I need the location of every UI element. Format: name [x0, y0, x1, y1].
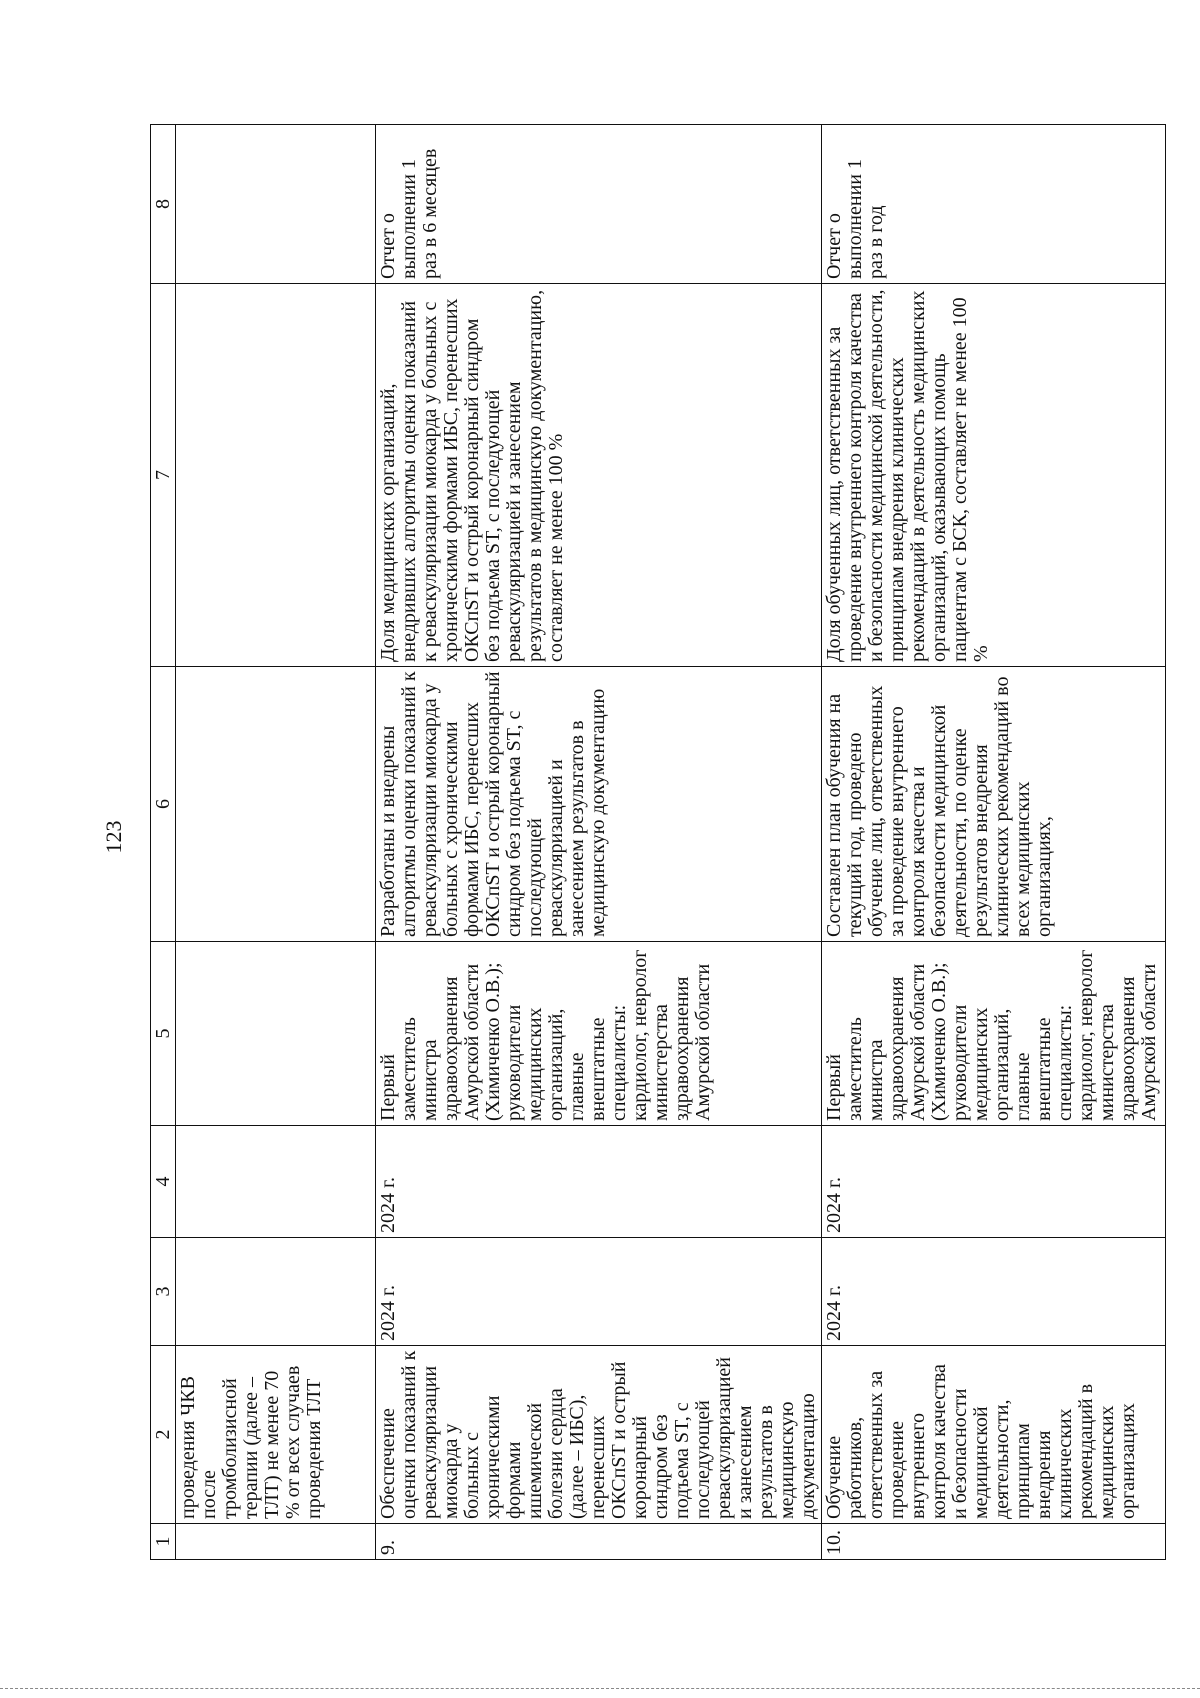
start-date-cell: 2024 г.	[376, 1238, 822, 1346]
row-number: 10.	[822, 1524, 1166, 1560]
table-row	[176, 125, 376, 1560]
end-date-cell: 2024 г.	[822, 1126, 1166, 1238]
rotated-page-content	[150, 125, 1160, 1560]
control-cell: Отчет о выполнении 1 раз в год	[822, 125, 1166, 284]
indicator-cell	[176, 284, 376, 667]
start-date-cell	[176, 1238, 376, 1346]
page-number: 123	[101, 820, 126, 854]
measure-cell: Обеспечение оценки показаний к реваскуляризации миокарда у больных с хроническими формами ишемической болезни сердца (далее – ИБС), перенесших ОКСпST и острый коронарный синдром без подъема ST, с последующей реваскуляризацией и занесением результатов в медицинскую документацию	[376, 1346, 822, 1524]
result-cell: Составлен план обучения на текущий год, проведено обучение лиц, ответственных за проведение внутреннего контроля качества и безопасности медицинской деятельности, по оценке результатов внедрения клинических рекомендаций во всех медицинских организациях,	[822, 667, 1166, 942]
row-number: 9.	[376, 1524, 822, 1560]
action-plan-table	[150, 124, 1166, 1560]
end-date-cell: 2024 г.	[376, 1126, 822, 1238]
header-row	[151, 125, 176, 1560]
row-number	[176, 1524, 376, 1560]
start-date-cell: 2024 г.	[822, 1238, 1166, 1346]
column-header: 5	[151, 942, 176, 1126]
responsible-cell	[176, 942, 376, 1126]
column-header: 3	[151, 1238, 176, 1346]
measure-cell: Обучение работников, ответственных за проведение внутреннего контроля качества и безопасности медицинской деятельности, принципам внедрения клинических рекомендаций в медицинских организациях	[822, 1346, 1166, 1524]
column-header: 1	[151, 1524, 176, 1560]
control-cell	[176, 125, 376, 284]
control-cell: Отчет о выполнении 1 раз в 6 месяцев	[376, 125, 822, 284]
scan-edge-rule	[0, 1688, 1200, 1689]
column-header: 6	[151, 667, 176, 942]
measure-cell: проведения ЧКВ после тромболизисной терапии (далее – ТЛТ) не менее 70 % от всех случаев проведения ТЛТ	[176, 1346, 376, 1524]
table-row	[822, 125, 1166, 1560]
result-cell: Разработаны и внедрены алгоритмы оценки показаний к реваскуляризации миокарда у больных с хроническими формами ИБС, перенесших ОКСпST и острый коронарный синдром без подъема ST, с последующей реваскуляризацией и занесением результатов в медицинскую документацию	[376, 667, 822, 942]
end-date-cell	[176, 1126, 376, 1238]
column-header: 4	[151, 1126, 176, 1238]
result-cell	[176, 667, 376, 942]
indicator-cell: Доля медицинских организаций, внедривших алгоритмы оценки показаний к реваскуляризации миокарда у больных с хроническими формами ИБС, перенесших ОКСпST и острый коронарный синдром без подъема ST, с последующей реваскуляризацией и занесением результатов в медицинскую документацию, составляет не менее 100 %	[376, 284, 822, 667]
indicator-cell: Доля обученных лиц, ответственных за проведение внутреннего контроля качества и безопасности медицинской деятельности, принципам внедрения клинических рекомендаций в деятельность медицинских организаций, оказывающих помощь пациентам с БСК, составляет не менее 100 %	[822, 284, 1166, 667]
column-header: 7	[151, 284, 176, 667]
responsible-cell: Первый заместитель министра здравоохранения Амурской области (Химиченко О.В.); руководители медицинских организаций, главные внештатные специалисты: кардиолог, невролог министерства здравоохранения Амурской области	[376, 942, 822, 1126]
column-header: 8	[151, 125, 176, 284]
responsible-cell: Первый заместитель министра здравоохранения Амурской области (Химиченко О.В.); руководители медицинских организаций, главные внештатные специалисты: кардиолог, невролог министерства здравоохранения Амурской области	[822, 942, 1166, 1126]
column-header: 2	[151, 1346, 176, 1524]
table-row	[376, 125, 822, 1560]
